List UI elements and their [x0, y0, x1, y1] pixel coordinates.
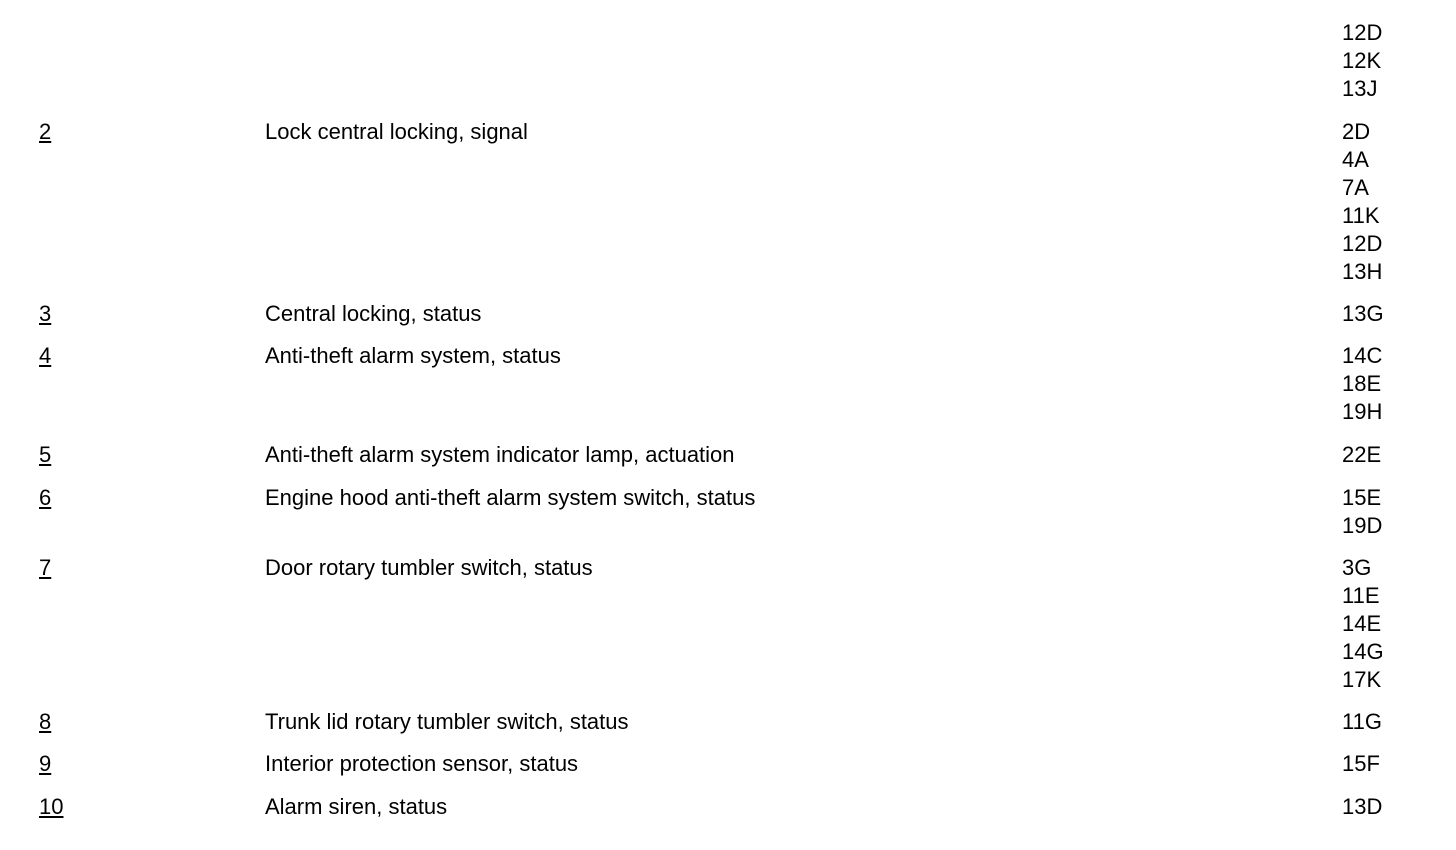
grid-reference-list: [1342, 19, 1382, 103]
grid-reference: 15E: [1342, 485, 1382, 510]
grid-reference: 18E: [1342, 371, 1382, 396]
grid-reference: 12K: [1342, 48, 1382, 73]
grid-reference: 2D: [1342, 119, 1371, 144]
item-description: Trunk lid rotary tumbler switch, status: [265, 709, 629, 734]
grid-reference-list: [1342, 300, 1384, 328]
grid-reference: 12D: [1342, 231, 1383, 256]
item-description: Anti-theft alarm system, status: [265, 343, 561, 368]
grid-reference: 14E: [1342, 611, 1382, 636]
grid-reference: 19D: [1342, 513, 1383, 538]
grid-reference-list: [1342, 750, 1380, 778]
item-description: Interior protection sensor, status: [265, 751, 579, 776]
item-number-link[interactable]: 9: [39, 751, 52, 776]
grid-reference: 14C: [1342, 343, 1383, 368]
grid-reference-list: [1342, 342, 1382, 426]
item-number-link[interactable]: 8: [39, 709, 52, 734]
grid-reference: 13J: [1342, 76, 1378, 101]
item-number-link[interactable]: 10: [39, 794, 64, 819]
grid-reference: 11E: [1342, 583, 1380, 608]
grid-reference: 19H: [1342, 399, 1383, 424]
grid-reference: 15F: [1342, 751, 1380, 776]
grid-reference: 14G: [1342, 639, 1384, 664]
item-number-link[interactable]: 6: [39, 485, 52, 510]
grid-reference-list: [1342, 793, 1382, 821]
item-number-link[interactable]: 2: [39, 119, 52, 144]
grid-reference: 7A: [1342, 175, 1369, 200]
grid-reference-list: [1342, 708, 1382, 736]
grid-reference: 13G: [1342, 301, 1384, 326]
item-description: Anti-theft alarm system indicator lamp, actuation: [265, 442, 735, 467]
grid-reference: 13H: [1342, 259, 1383, 284]
grid-reference: 11G: [1342, 709, 1382, 734]
item-description: Central locking, status: [265, 301, 482, 326]
grid-reference-list: [1342, 484, 1382, 540]
grid-reference: 4A: [1342, 147, 1369, 172]
grid-reference: 17K: [1342, 667, 1382, 692]
item-description: Lock central locking, signal: [265, 119, 528, 144]
item-description: Door rotary tumbler switch, status: [265, 555, 593, 580]
grid-reference: 3G: [1342, 555, 1372, 580]
item-description: Alarm siren, status: [265, 794, 448, 819]
item-number-link[interactable]: 7: [39, 555, 52, 580]
item-number-link[interactable]: 5: [39, 442, 52, 467]
item-number-link[interactable]: 3: [39, 301, 52, 326]
grid-reference: 22E: [1342, 442, 1382, 467]
grid-reference-list: [1342, 441, 1381, 469]
item-description: Engine hood anti-theft alarm system switch, status: [265, 485, 756, 510]
item-number-link[interactable]: 4: [39, 343, 52, 368]
grid-reference-list: [1342, 554, 1384, 694]
grid-reference: 11K: [1342, 203, 1380, 228]
grid-reference-list: [1342, 118, 1382, 286]
grid-reference: 13D: [1342, 794, 1383, 819]
grid-reference: 12D: [1342, 20, 1383, 45]
